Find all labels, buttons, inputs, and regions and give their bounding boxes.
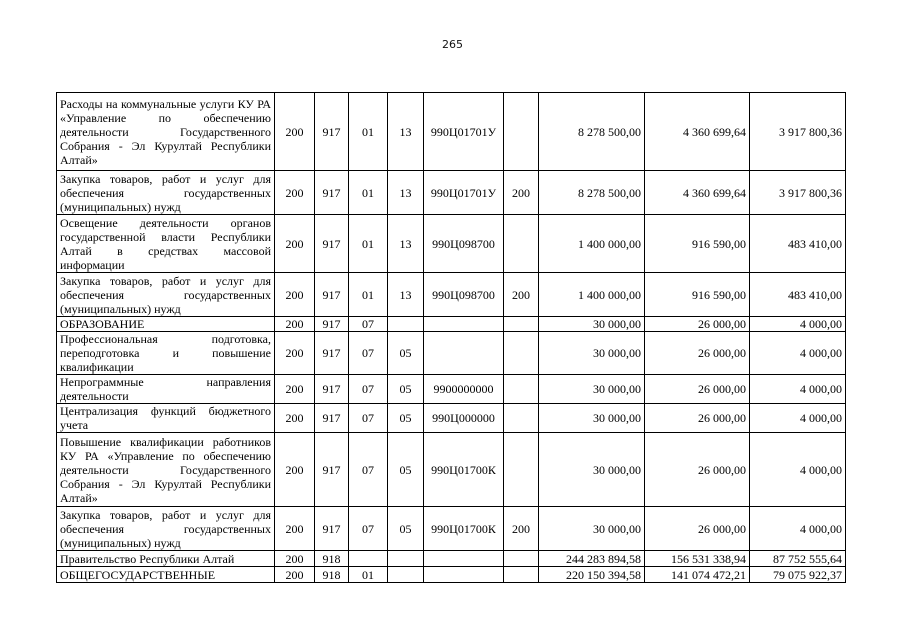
row-name: Расходы на коммунальные услуги КУ РА «Управление по обеспечению деятельности Государственного Собрания - Эл Курултай Республики Алтай» <box>57 93 275 171</box>
row-amount-remaining: 3 917 800,36 <box>750 93 846 171</box>
row-amount-planned: 244 283 894,58 <box>539 551 645 567</box>
row-target-article: 990Ц01700К <box>424 507 504 551</box>
row-target-article: 990Ц098700 <box>424 273 504 317</box>
row-name: ОБРАЗОВАНИЕ <box>57 317 275 332</box>
row-amount-planned: 30 000,00 <box>539 507 645 551</box>
row-grbs: 200 <box>275 273 315 317</box>
row-ved: 917 <box>315 375 349 404</box>
row-amount-executed: 4 360 699,64 <box>645 171 750 215</box>
row-name: Централизация функций бюджетного учета <box>57 404 275 433</box>
row-amount-remaining: 483 410,00 <box>750 215 846 273</box>
row-amount-executed: 26 000,00 <box>645 507 750 551</box>
row-amount-executed: 156 531 338,94 <box>645 551 750 567</box>
row-amount-executed: 916 590,00 <box>645 215 750 273</box>
row-amount-executed: 26 000,00 <box>645 375 750 404</box>
row-section <box>349 551 388 567</box>
table-row <box>57 507 846 551</box>
row-amount-planned: 30 000,00 <box>539 375 645 404</box>
row-grbs: 200 <box>275 567 315 583</box>
row-amount-executed: 141 074 472,21 <box>645 567 750 583</box>
row-grbs: 200 <box>275 433 315 507</box>
table-row <box>57 404 846 433</box>
row-ved: 917 <box>315 433 349 507</box>
row-name: Закупка товаров, работ и услуг для обеспечения государственных (муниципальных) нужд <box>57 171 275 215</box>
row-ved: 918 <box>315 567 349 583</box>
row-amount-remaining: 4 000,00 <box>750 332 846 375</box>
row-name: Закупка товаров, работ и услуг для обеспечения государственных (муниципальных) нужд <box>57 507 275 551</box>
row-grbs: 200 <box>275 507 315 551</box>
row-target-article: 990Ц000000 <box>424 404 504 433</box>
row-section: 01 <box>349 567 388 583</box>
row-expense-type <box>504 215 539 273</box>
row-ved: 918 <box>315 551 349 567</box>
table-row <box>57 215 846 273</box>
row-amount-planned: 1 400 000,00 <box>539 273 645 317</box>
table-row <box>57 433 846 507</box>
row-amount-remaining: 79 075 922,37 <box>750 567 846 583</box>
row-ved: 917 <box>315 507 349 551</box>
row-expense-type <box>504 433 539 507</box>
row-amount-remaining: 4 000,00 <box>750 507 846 551</box>
row-section: 07 <box>349 332 388 375</box>
row-amount-remaining: 4 000,00 <box>750 433 846 507</box>
table-row <box>57 332 846 375</box>
row-grbs: 200 <box>275 317 315 332</box>
page-number: 265 <box>442 38 463 51</box>
row-section: 01 <box>349 273 388 317</box>
row-subsection: 05 <box>388 375 424 404</box>
row-target-article: 990Ц01701У <box>424 93 504 171</box>
row-grbs: 200 <box>275 551 315 567</box>
row-section: 01 <box>349 93 388 171</box>
row-subsection: 05 <box>388 332 424 375</box>
row-amount-remaining: 4 000,00 <box>750 404 846 433</box>
row-section: 07 <box>349 317 388 332</box>
row-subsection: 05 <box>388 404 424 433</box>
row-section: 07 <box>349 404 388 433</box>
row-amount-planned: 30 000,00 <box>539 332 645 375</box>
row-grbs: 200 <box>275 93 315 171</box>
row-expense-type: 200 <box>504 507 539 551</box>
row-section: 07 <box>349 507 388 551</box>
row-grbs: 200 <box>275 171 315 215</box>
row-amount-planned: 30 000,00 <box>539 433 645 507</box>
row-ved: 917 <box>315 404 349 433</box>
row-target-article <box>424 332 504 375</box>
row-amount-executed: 26 000,00 <box>645 404 750 433</box>
row-target-article <box>424 317 504 332</box>
row-target-article <box>424 567 504 583</box>
table-row <box>57 567 846 583</box>
row-grbs: 200 <box>275 404 315 433</box>
row-section: 01 <box>349 215 388 273</box>
row-grbs: 200 <box>275 375 315 404</box>
row-amount-executed: 26 000,00 <box>645 332 750 375</box>
row-target-article <box>424 551 504 567</box>
row-target-article: 990Ц01700К <box>424 433 504 507</box>
row-amount-remaining: 3 917 800,36 <box>750 171 846 215</box>
row-expense-type <box>504 567 539 583</box>
row-subsection <box>388 567 424 583</box>
row-amount-planned: 8 278 500,00 <box>539 171 645 215</box>
row-section: 07 <box>349 433 388 507</box>
row-ved: 917 <box>315 171 349 215</box>
row-subsection: 13 <box>388 215 424 273</box>
row-subsection: 13 <box>388 93 424 171</box>
row-subsection: 05 <box>388 507 424 551</box>
row-subsection <box>388 317 424 332</box>
table-row <box>57 375 846 404</box>
table-row <box>57 273 846 317</box>
row-target-article: 9900000000 <box>424 375 504 404</box>
row-amount-executed: 26 000,00 <box>645 317 750 332</box>
row-ved: 917 <box>315 215 349 273</box>
row-name: Профессиональная подготовка, переподготовка и повышение квалификации <box>57 332 275 375</box>
table-row <box>57 171 846 215</box>
row-expense-type <box>504 317 539 332</box>
row-grbs: 200 <box>275 332 315 375</box>
row-ved: 917 <box>315 273 349 317</box>
row-expense-type <box>504 551 539 567</box>
row-section: 07 <box>349 375 388 404</box>
row-subsection: 13 <box>388 273 424 317</box>
row-ved: 917 <box>315 93 349 171</box>
row-target-article: 990Ц01701У <box>424 171 504 215</box>
row-name: Освещение деятельности органов государственной власти Республики Алтай в средствах массовой информации <box>57 215 275 273</box>
row-amount-planned: 30 000,00 <box>539 404 645 433</box>
row-expense-type <box>504 332 539 375</box>
row-ved: 917 <box>315 332 349 375</box>
row-expense-type: 200 <box>504 273 539 317</box>
table-row <box>57 93 846 171</box>
row-grbs: 200 <box>275 215 315 273</box>
row-amount-planned: 1 400 000,00 <box>539 215 645 273</box>
row-amount-executed: 916 590,00 <box>645 273 750 317</box>
budget-table <box>56 92 846 583</box>
row-amount-planned: 8 278 500,00 <box>539 93 645 171</box>
row-name: ОБЩЕГОСУДАРСТВЕННЫЕ <box>57 567 275 583</box>
row-name: Закупка товаров, работ и услуг для обеспечения государственных (муниципальных) нужд <box>57 273 275 317</box>
row-amount-planned: 30 000,00 <box>539 317 645 332</box>
row-expense-type <box>504 375 539 404</box>
row-amount-remaining: 87 752 555,64 <box>750 551 846 567</box>
row-expense-type <box>504 93 539 171</box>
row-name: Непрограммные направления деятельности <box>57 375 275 404</box>
row-section: 01 <box>349 171 388 215</box>
row-amount-remaining: 4 000,00 <box>750 375 846 404</box>
table-body <box>57 93 846 583</box>
row-name: Повышение квалификации работников КУ РА «Управление по обеспечению деятельности Государственного Собрания - Эл Курултай Республики Алтай» <box>57 433 275 507</box>
row-target-article: 990Ц098700 <box>424 215 504 273</box>
row-amount-planned: 220 150 394,58 <box>539 567 645 583</box>
table-row <box>57 317 846 332</box>
row-name: Правительство Республики Алтай <box>57 551 275 567</box>
row-amount-remaining: 483 410,00 <box>750 273 846 317</box>
row-subsection <box>388 551 424 567</box>
row-amount-executed: 26 000,00 <box>645 433 750 507</box>
row-amount-executed: 4 360 699,64 <box>645 93 750 171</box>
row-expense-type: 200 <box>504 171 539 215</box>
row-expense-type <box>504 404 539 433</box>
row-amount-remaining: 4 000,00 <box>750 317 846 332</box>
row-subsection: 05 <box>388 433 424 507</box>
row-subsection: 13 <box>388 171 424 215</box>
row-ved: 917 <box>315 317 349 332</box>
table-row <box>57 551 846 567</box>
